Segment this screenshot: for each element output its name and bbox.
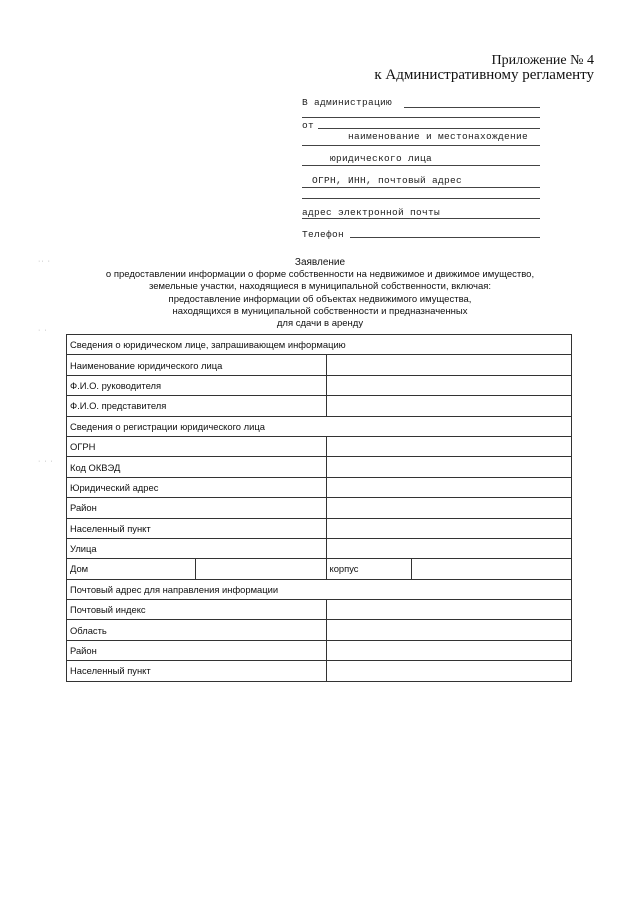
table-row	[67, 457, 572, 477]
house-label: Дом	[67, 559, 196, 579]
table-row	[67, 335, 572, 355]
table-row	[67, 640, 572, 660]
table-row	[67, 355, 572, 375]
legal-address-label: Юридический адрес	[67, 477, 327, 497]
postal-district-field[interactable]	[326, 640, 572, 660]
table-row	[67, 620, 572, 640]
postal-index-field[interactable]	[326, 600, 572, 620]
name-hint: наименование и местонахождение	[348, 131, 529, 142]
director-name-field[interactable]	[326, 375, 572, 395]
table-row	[67, 416, 572, 436]
address-line[interactable]	[302, 117, 540, 118]
table-row	[67, 498, 572, 518]
building-label: корпус	[326, 559, 412, 579]
region-field[interactable]	[326, 620, 572, 640]
table-row	[67, 559, 572, 579]
postal-index-label: Почтовый индекс	[67, 600, 327, 620]
district-field[interactable]	[326, 498, 572, 518]
email-label: адрес электронной почты	[302, 207, 441, 218]
phone-field[interactable]	[350, 237, 540, 238]
legal-address-field[interactable]	[326, 477, 572, 497]
address-line[interactable]	[302, 145, 540, 146]
table-row	[67, 436, 572, 456]
title-line: земельные участки, находящиеся в муниципальной собственности, включая:	[148, 281, 492, 293]
district-label: Район	[67, 498, 327, 518]
appendix-reference: к Административному регламенту	[374, 67, 594, 83]
okved-label: Код ОКВЭД	[67, 457, 327, 477]
street-field[interactable]	[326, 538, 572, 558]
application-form-table	[66, 334, 572, 682]
section-header: Сведения о юридическом лице, запрашивающем информацию	[67, 335, 572, 355]
ogrn-inn-hint: ОГРН, ИНН, почтовый адрес	[312, 175, 463, 186]
title-heading: Заявление	[294, 257, 346, 268]
table-row	[67, 518, 572, 538]
to-administration-field[interactable]	[404, 107, 540, 108]
okved-field[interactable]	[326, 457, 572, 477]
legal-entity-name-label: Наименование юридического лица	[67, 355, 327, 375]
phone-label: Телефон	[302, 229, 345, 240]
legal-entity-hint: юридического лица	[330, 153, 433, 164]
to-administration-label: В администрацию	[302, 97, 393, 108]
postal-locality-field[interactable]	[326, 661, 572, 681]
table-row	[67, 661, 572, 681]
title-line: находящихся в муниципальной собственности и предназначенных	[172, 305, 468, 317]
scan-mark: ·· ·	[38, 258, 51, 265]
postal-district-label: Район	[67, 640, 327, 660]
application-title	[40, 257, 600, 330]
section-header: Почтовый адрес для направления информации	[67, 579, 572, 599]
title-line: о предоставлении информации о форме собственности на недвижимое и движимое имущество,	[105, 269, 535, 281]
email-field[interactable]	[302, 218, 540, 219]
appendix-number: Приложение № 4	[491, 53, 594, 68]
address-line[interactable]	[302, 198, 540, 199]
appendix-heading	[374, 54, 594, 82]
section-header: Сведения о регистрации юридического лица	[67, 416, 572, 436]
building-field[interactable]	[412, 559, 572, 579]
title-line: для сдачи в аренду	[276, 318, 364, 330]
address-line[interactable]	[302, 187, 540, 188]
from-label: от	[302, 120, 315, 131]
director-name-label: Ф.И.О. руководителя	[67, 375, 327, 395]
representative-name-field[interactable]	[326, 396, 572, 416]
title-line: предоставление информации об объектах недвижимого имущества,	[168, 293, 472, 305]
ogrn-label: ОГРН	[67, 436, 327, 456]
ogrn-field[interactable]	[326, 436, 572, 456]
region-label: Область	[67, 620, 327, 640]
from-field[interactable]	[318, 128, 540, 129]
scan-mark: · ·	[38, 327, 48, 334]
scan-mark: · · ·	[38, 458, 54, 465]
locality-field[interactable]	[326, 518, 572, 538]
address-line[interactable]	[302, 165, 540, 166]
locality-label: Населенный пункт	[67, 518, 327, 538]
postal-locality-label: Населенный пункт	[67, 661, 327, 681]
table-row	[67, 600, 572, 620]
table-row	[67, 477, 572, 497]
table-row	[67, 375, 572, 395]
legal-entity-name-field[interactable]	[326, 355, 572, 375]
table-row	[67, 579, 572, 599]
representative-name-label: Ф.И.О. представителя	[67, 396, 327, 416]
house-field[interactable]	[195, 559, 326, 579]
street-label: Улица	[67, 538, 327, 558]
table-row	[67, 396, 572, 416]
table-row	[67, 538, 572, 558]
